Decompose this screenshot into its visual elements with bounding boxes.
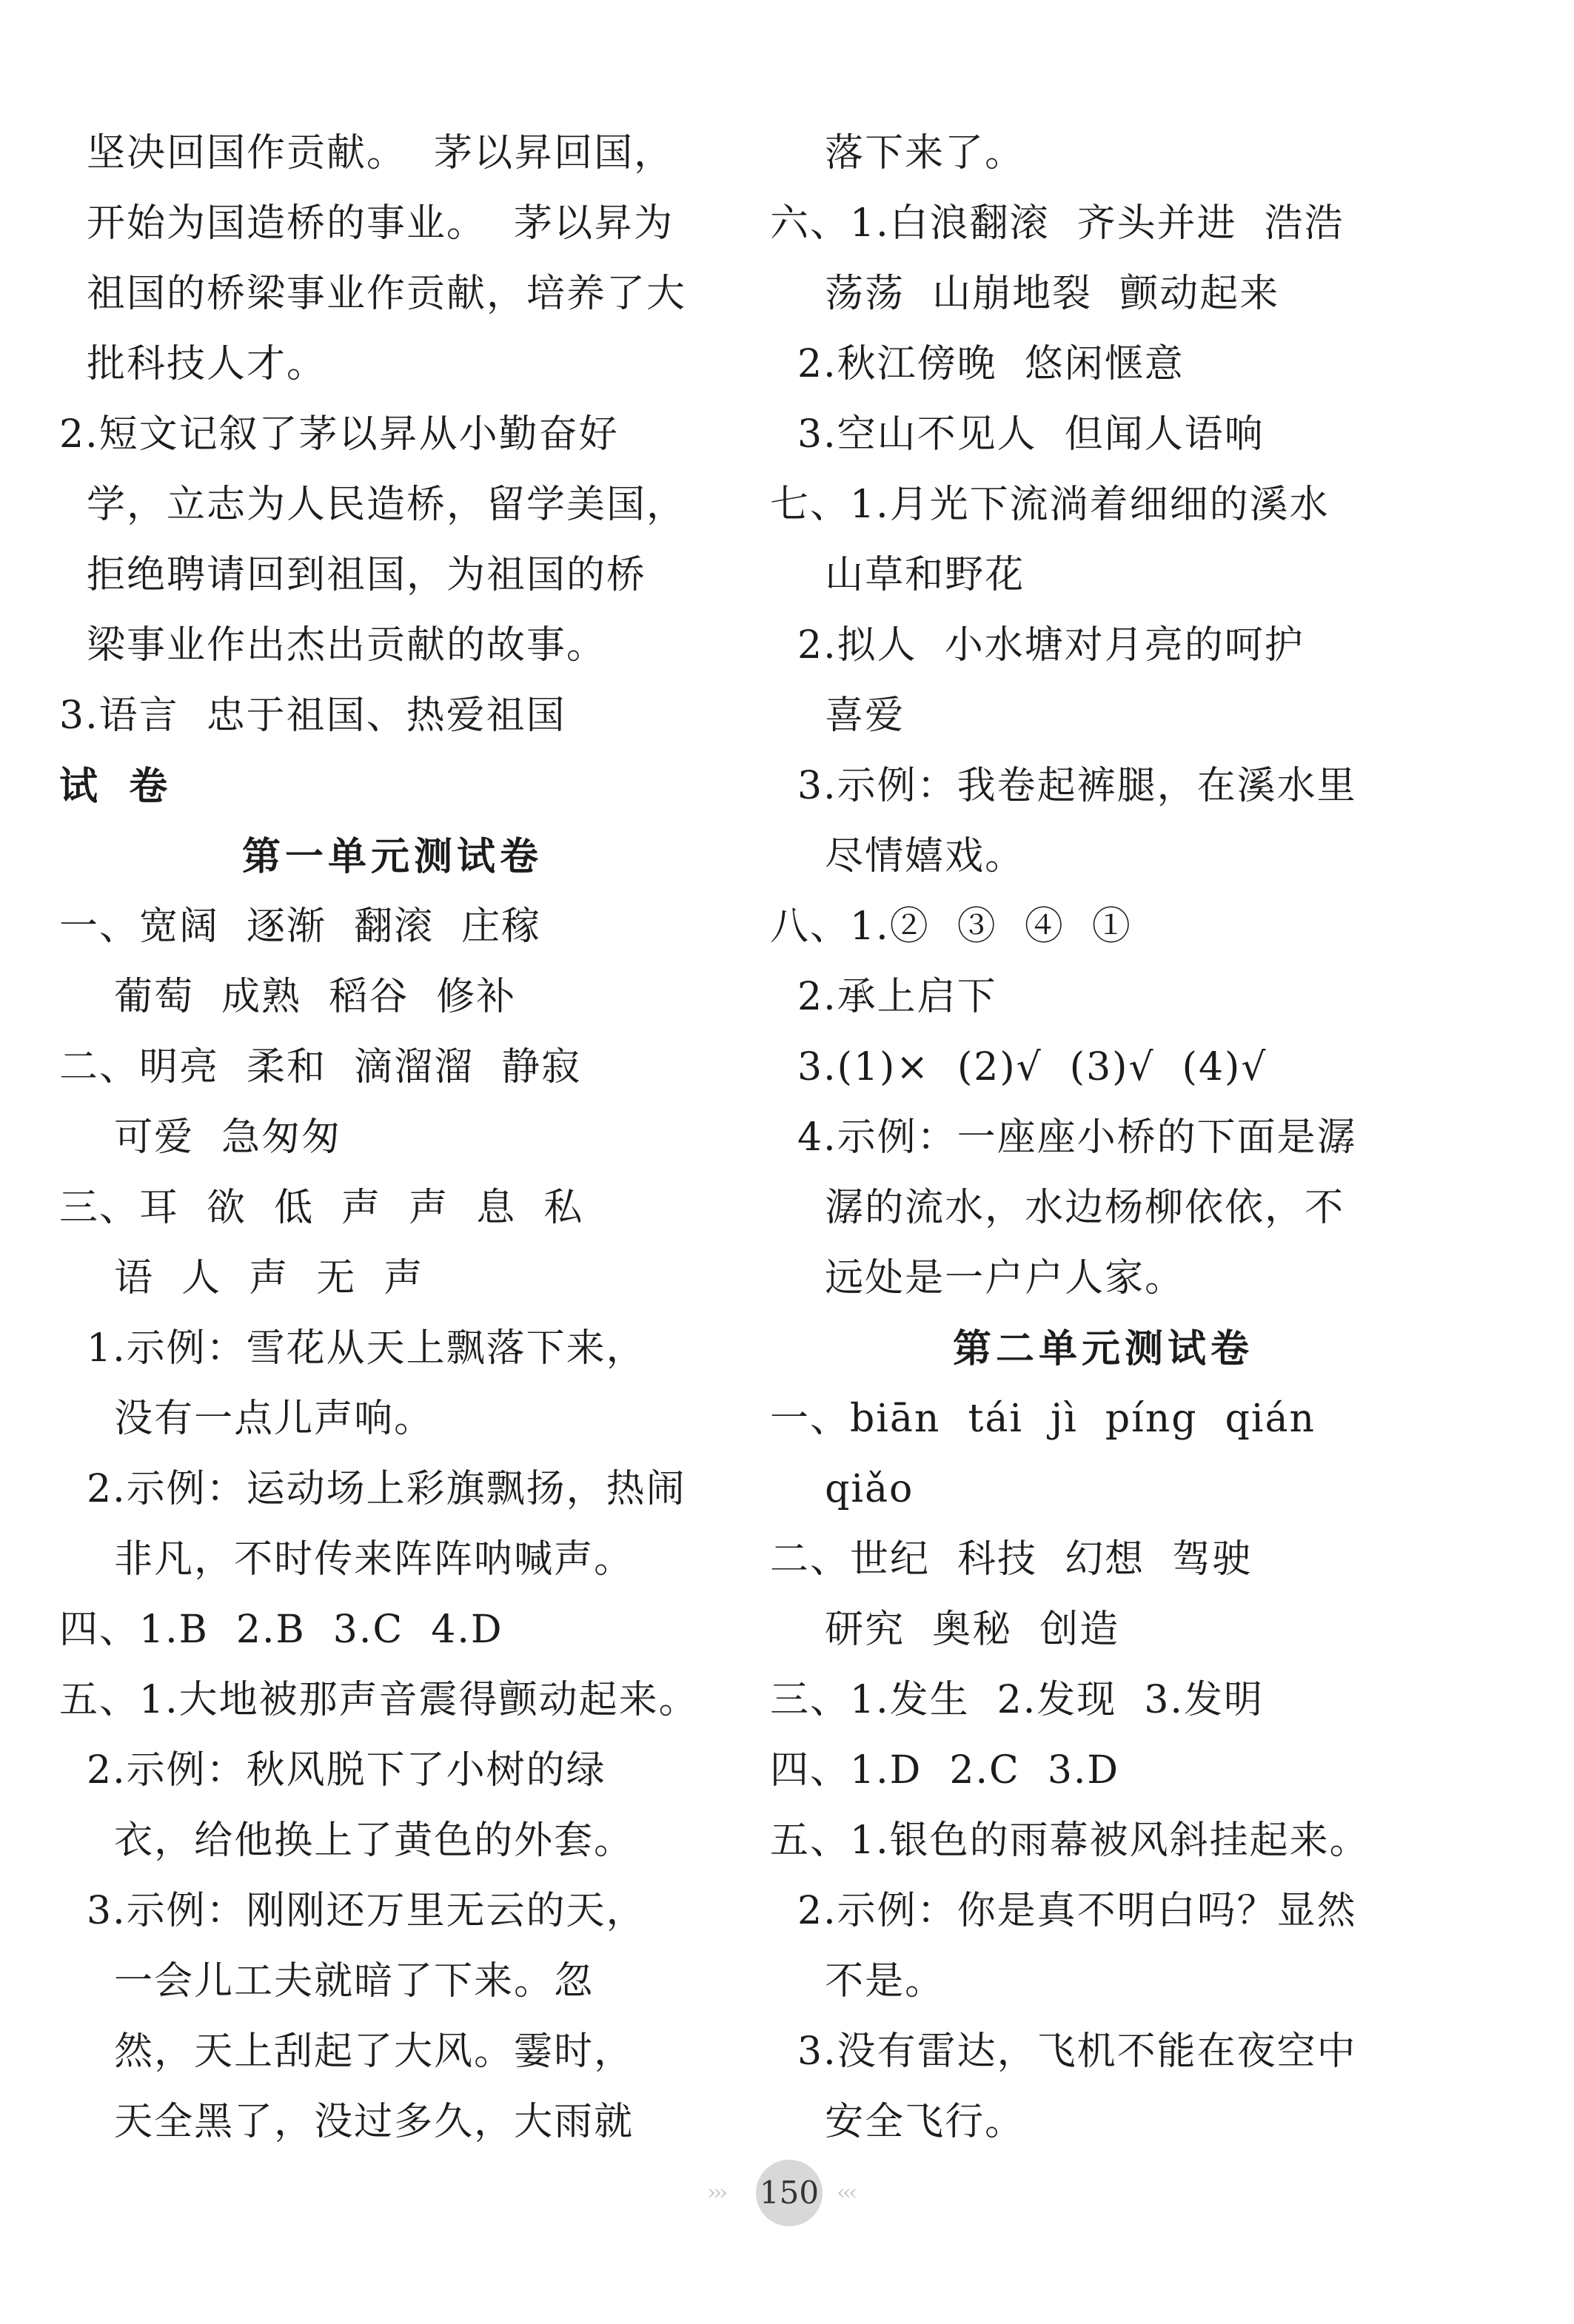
answer-line: 四、1.B 2.B 3.C 4.D: [59, 1608, 503, 1652]
answer-line: 天全黑了，没过多久，大雨就: [59, 2100, 634, 2144]
answer-line: 八、1.② ③ ④ ①: [770, 904, 1132, 949]
right-column: [770, 118, 1436, 2157]
answer-line: 拒绝聘请回到祖国，为祖国的桥: [59, 553, 647, 597]
answer-line: 3.语言 忠于祖国、热爱祖国: [59, 693, 566, 738]
unit-test-title: 第一单元测试卷: [241, 834, 543, 879]
answer-line: 二、明亮 柔和 滴溜溜 静寂: [59, 1045, 582, 1089]
answer-line: 非凡，不时传来阵阵呐喊声。: [59, 1537, 634, 1582]
answer-line: 2.示例：你是真不明白吗？显然: [770, 1889, 1357, 1933]
answer-line: 2.示例：秋风脱下了小树的绿: [59, 1748, 606, 1793]
answer-line: 不是。: [770, 1959, 945, 2004]
answer-line: 开始为国造桥的事业。 茅以昇为: [59, 201, 674, 246]
left-arrows-decoration: ›››: [707, 2180, 725, 2206]
answer-line: 潺的流水，水边杨柳依依，不: [770, 1186, 1345, 1230]
answer-line: 一、biān tái jì píng qián: [770, 1397, 1316, 1441]
answer-line: 语 人 声 无 声: [59, 1256, 424, 1300]
answer-line: 五、1.大地被那声音震得颤动起来。: [59, 1678, 699, 1722]
answer-line: 葡萄 成熟 稻谷 修补: [59, 975, 517, 1019]
answer-line: 安全飞行。: [770, 2100, 1025, 2144]
answer-line: 五、1.银色的雨幕被风斜挂起来。: [770, 1818, 1370, 1863]
answer-line: 3.空山不见人 但闻人语响: [770, 412, 1265, 457]
answer-line: 2.短文记叙了茅以昇从小勤奋好: [59, 412, 619, 457]
right-arrows-decoration: ‹‹‹: [837, 2180, 854, 2206]
answer-line: 梁事业作出杰出贡献的故事。: [59, 623, 607, 668]
answer-line: 落下来了。: [770, 131, 1025, 175]
answer-line: 山草和野花: [770, 553, 1025, 597]
answer-line: 四、1.D 2.C 3.D: [770, 1748, 1120, 1793]
answer-line: 一会儿工夫就暗了下来。忽: [59, 1959, 595, 2004]
answer-line: 尽情嬉戏。: [770, 834, 1025, 879]
section-heading: 试 卷: [59, 764, 170, 809]
answer-line: 远处是一户户人家。: [770, 1256, 1185, 1300]
answer-line: 学，立志为人民造桥，留学美国，: [59, 483, 687, 527]
answer-line: 3.示例：我卷起裤腿，在溪水里: [770, 764, 1357, 808]
answer-line: 可爱 急匆匆: [59, 1115, 342, 1160]
answer-line: 2.示例：运动场上彩旗飘扬，热闹: [59, 1467, 686, 1511]
answer-line: 没有一点儿声响。: [59, 1397, 435, 1441]
answer-line: 荡荡 山崩地裂 颤动起来: [770, 272, 1280, 316]
answer-line: 祖国的桥梁事业作贡献，培养了大: [59, 272, 687, 316]
answer-line: 1.示例：雪花从天上飘落下来，: [59, 1326, 646, 1371]
answer-line: 喜爱: [770, 693, 905, 738]
answer-line: 3.示例：刚刚还万里无云的天，: [59, 1889, 646, 1933]
left-column: [59, 118, 726, 2157]
answer-line: 然，天上刮起了大风。霎时，: [59, 2029, 634, 2074]
answer-line: 2.承上启下: [770, 975, 997, 1019]
answer-line: 4.示例：一座座小桥的下面是潺: [770, 1115, 1357, 1160]
answer-line: 衣，给他换上了黄色的外套。: [59, 1818, 634, 1863]
answer-line: qiǎo: [770, 1467, 914, 1511]
unit-test-title: 第二单元测试卷: [952, 1326, 1253, 1371]
answer-line: 七、1.月光下流淌着细细的溪水: [770, 483, 1330, 527]
answer-line: 3.没有雷达，飞机不能在夜空中: [770, 2029, 1357, 2074]
page-footer: [0, 2160, 1574, 2226]
answer-line: 一、宽阔 逐渐 翻滚 庄稼: [59, 904, 542, 949]
answer-line: 坚决回国作贡献。 茅以昇回国，: [59, 131, 674, 175]
answer-line: 2.秋江傍晚 悠闲惬意: [770, 342, 1185, 386]
answer-line: 三、1.发生 2.发现 3.发明: [770, 1678, 1264, 1722]
answer-line: 批科技人才。: [59, 342, 327, 386]
answer-line: 研究 奥秘 创造: [770, 1608, 1120, 1652]
answer-line: 二、世纪 科技 幻想 驾驶: [770, 1537, 1253, 1582]
answer-line: 2.拟人 小水塘对月亮的呵护: [770, 623, 1305, 668]
answer-line: 六、1.白浪翻滚 齐头并进 浩浩: [770, 201, 1344, 246]
page-number-badge: 150: [756, 2160, 823, 2226]
answer-line: 3.(1)× (2)√ (3)√ (4)√: [770, 1045, 1267, 1089]
answer-line: 三、耳 欲 低 声 声 息 私: [59, 1186, 584, 1230]
